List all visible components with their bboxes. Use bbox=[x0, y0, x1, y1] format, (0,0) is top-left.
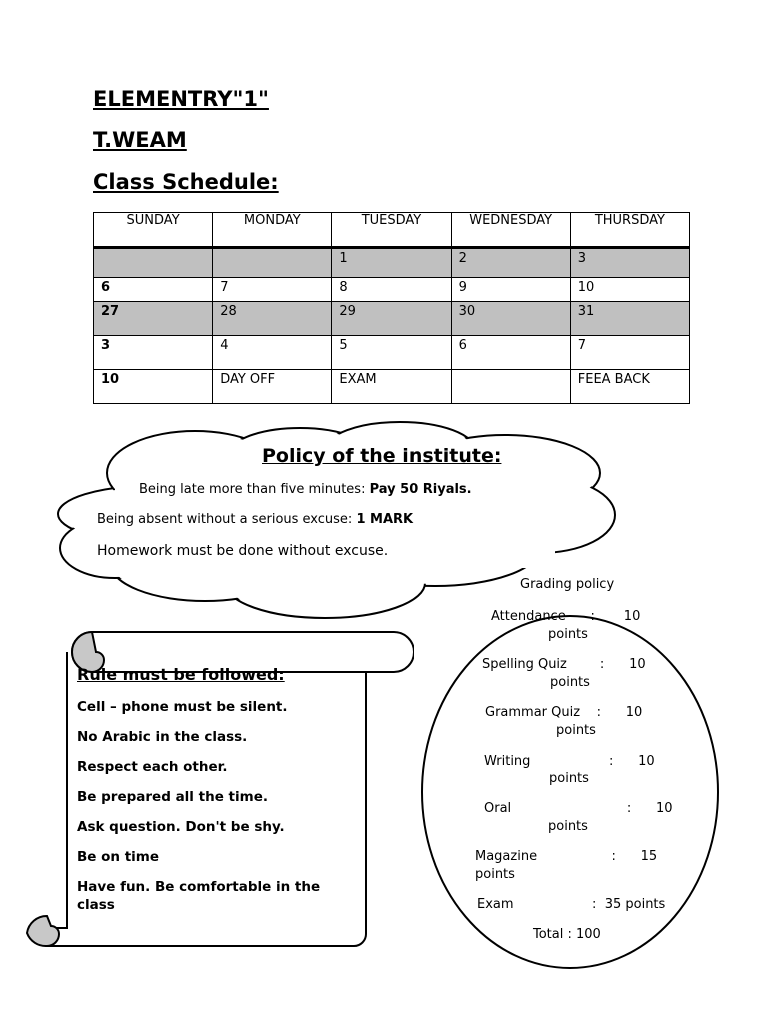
schedule-cell: 3 bbox=[94, 336, 213, 370]
schedule-row bbox=[94, 302, 690, 336]
day-header: THURSDAY bbox=[570, 213, 689, 248]
schedule-cell: 7 bbox=[570, 336, 689, 370]
schedule-cell bbox=[451, 370, 570, 404]
policy-late-text: Being late more than five minutes: bbox=[139, 482, 370, 497]
grading-title: Grading policy bbox=[520, 577, 615, 592]
schedule-title: Class Schedule: bbox=[93, 170, 279, 194]
grade-attendance-unit: points bbox=[548, 627, 588, 642]
policy-absent-text: Being absent without a serious excuse: bbox=[97, 512, 357, 527]
rule-item: Have fun. Be comfortable in the class bbox=[77, 879, 321, 913]
grade-total: Total : 100 bbox=[533, 927, 601, 942]
grade-writing-unit: points bbox=[549, 771, 589, 786]
policy-late-line bbox=[139, 482, 472, 497]
teacher-name: T.WEAM bbox=[93, 128, 187, 152]
schedule-cell: 6 bbox=[451, 336, 570, 370]
schedule-cell: 5 bbox=[332, 336, 451, 370]
schedule-row bbox=[94, 370, 690, 404]
policy-title: Policy of the institute: bbox=[262, 445, 502, 467]
rules-title: Rule must be followed: bbox=[77, 665, 285, 684]
schedule-cell: EXAM bbox=[332, 370, 451, 404]
schedule-cell: 27 bbox=[94, 302, 213, 336]
rule-item: Respect each other. bbox=[77, 759, 228, 775]
schedule-cell: 10 bbox=[94, 370, 213, 404]
schedule-cell: 2 bbox=[451, 248, 570, 278]
grade-spelling-unit: points bbox=[550, 675, 590, 690]
level-title: ELEMENTRY"1" bbox=[93, 87, 269, 111]
grade-spelling: Spelling Quiz : 10 bbox=[482, 657, 646, 672]
policy-absent-value: 1 MARK bbox=[356, 512, 414, 527]
rule-item: Be on time bbox=[77, 849, 160, 865]
schedule-cell bbox=[213, 248, 332, 278]
schedule-header-row bbox=[94, 213, 690, 248]
schedule-cell: 3 bbox=[570, 248, 689, 278]
day-header: SUNDAY bbox=[94, 213, 213, 248]
grade-exam: Exam : 35 points bbox=[477, 897, 666, 912]
day-header: WEDNESDAY bbox=[451, 213, 570, 248]
grade-grammar: Grammar Quiz : 10 bbox=[485, 705, 643, 720]
schedule-row bbox=[94, 248, 690, 278]
grade-writing: Writing : 10 bbox=[484, 754, 655, 769]
schedule-row bbox=[94, 278, 690, 302]
schedule-row bbox=[94, 336, 690, 370]
schedule-cell: 28 bbox=[213, 302, 332, 336]
schedule-cell: 1 bbox=[332, 248, 451, 278]
policy-late-value: Pay 50 Riyals. bbox=[369, 482, 472, 497]
schedule-cell: 30 bbox=[451, 302, 570, 336]
day-header: MONDAY bbox=[213, 213, 332, 248]
grade-oral: Oral : 10 bbox=[484, 801, 673, 816]
rule-item: Cell – phone must be silent. bbox=[77, 699, 288, 715]
rule-item: Be prepared all the time. bbox=[77, 789, 268, 805]
schedule-cell: 8 bbox=[332, 278, 451, 302]
grade-oral-unit: points bbox=[548, 819, 588, 834]
grade-magazine-unit: points bbox=[475, 867, 515, 882]
grade-magazine: Magazine : 15 bbox=[475, 849, 658, 864]
schedule-cell: DAY OFF bbox=[213, 370, 332, 404]
grade-attendance: Attendance : 10 bbox=[491, 609, 641, 624]
schedule-cell: 9 bbox=[451, 278, 570, 302]
rules-list bbox=[77, 698, 352, 926]
policy-absent-line bbox=[97, 512, 413, 527]
rule-item: Ask question. Don't be shy. bbox=[77, 819, 285, 835]
schedule-cell: FEEA BACK bbox=[570, 370, 689, 404]
schedule-cell: 4 bbox=[213, 336, 332, 370]
grade-grammar-unit: points bbox=[556, 723, 596, 738]
schedule-cell: 10 bbox=[570, 278, 689, 302]
policy-homework-line: Homework must be done without excuse. bbox=[97, 543, 389, 559]
schedule-cell: 6 bbox=[94, 278, 213, 302]
schedule-cell: 7 bbox=[213, 278, 332, 302]
schedule-cell: 29 bbox=[332, 302, 451, 336]
rule-item: No Arabic in the class. bbox=[77, 729, 248, 745]
day-header: TUESDAY bbox=[332, 213, 451, 248]
schedule-cell: 31 bbox=[570, 302, 689, 336]
schedule-cell bbox=[94, 248, 213, 278]
class-schedule-table bbox=[93, 212, 690, 404]
